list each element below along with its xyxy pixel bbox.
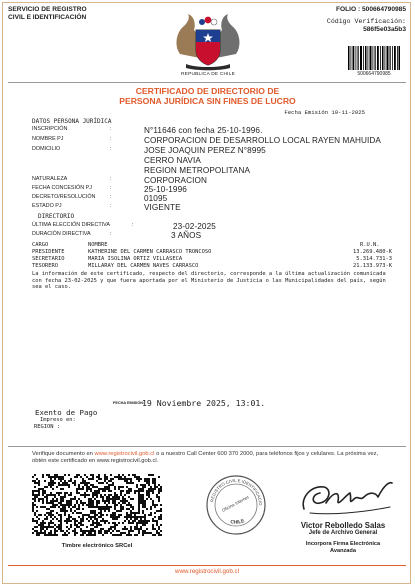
timbre-electronico-code bbox=[32, 474, 162, 536]
fecha-emision-value: 19 Noviembre 2025, 13:01. bbox=[142, 398, 266, 408]
table-cell-cargo: TESORERO bbox=[32, 263, 58, 269]
verif-text-1: Verifique documento en bbox=[32, 451, 95, 457]
field-label: ÚLTIMA ELECCIÓN DIRECTIVA bbox=[32, 222, 110, 228]
field-label: NOMBRE PJ bbox=[32, 136, 64, 142]
table-row bbox=[32, 249, 392, 256]
field-colon: : bbox=[132, 222, 134, 228]
verification-text bbox=[32, 451, 387, 465]
signer-note-line-2: Avanzada bbox=[330, 547, 356, 554]
field-value: 01095 bbox=[144, 194, 168, 203]
field-colon: : bbox=[110, 136, 112, 142]
table-cell-run: 21.133.973-K bbox=[353, 263, 392, 269]
certificate-title-line-2: PERSONA JURÍDICA SIN FINES DE LUCRO bbox=[119, 96, 296, 106]
fecha-emision-header: Fecha Emisión 19-11-2025 bbox=[284, 109, 365, 116]
field-value: 23-02-2025 bbox=[173, 222, 216, 231]
footer-link[interactable]: www.registrocivil.gob.cl bbox=[8, 565, 406, 579]
field-value: 25-10-1996 bbox=[144, 185, 187, 194]
field-colon: : bbox=[110, 203, 112, 209]
table-cell-nombre: KATHERINE DEL CARMEN CARRASCO TRONCOSO bbox=[88, 249, 212, 255]
directorio-table bbox=[32, 242, 392, 270]
table-row bbox=[32, 263, 392, 270]
field-colon: : bbox=[110, 194, 112, 200]
field-label: DURACIÓN DIRECTIVA bbox=[32, 231, 91, 237]
verif-link[interactable]: www.registrocivil.gob.cl bbox=[94, 451, 155, 457]
table-header-row bbox=[32, 242, 392, 249]
info-paragraph: La información de este certificado, respecto del directorio, corresponde a la última actualización comunicada con fecha 23-02-2025 y que fuera aportada por el Ministerio de Justicia o las Municipalidades del país, según sea el caso. bbox=[32, 271, 386, 291]
field-value: VIGENTE bbox=[144, 203, 181, 212]
field-value: JOSE JOAQUIN PEREZ N°8995 bbox=[144, 146, 266, 155]
field-value: CERRO NAVIA bbox=[144, 156, 201, 165]
barcode-number: 500664790985 bbox=[357, 71, 391, 77]
folio-number: FOLIO : 500664790985 bbox=[335, 6, 406, 13]
field-value: REGION METROPOLITANA bbox=[144, 166, 251, 175]
impreso-en: Impreso en: bbox=[40, 417, 76, 423]
table-header-nombre: NOMBRE bbox=[88, 242, 108, 248]
field-value: 3 AÑOS bbox=[171, 231, 202, 240]
verif-text-2: o a nuestro Call Center 600 370 2000, para teléfonos fijos y celulares. La próxima vez, obtén este certificado en www.registrocivil.gob.cl. bbox=[32, 451, 379, 465]
field-colon: : bbox=[110, 185, 112, 191]
table-header-cargo: CARGO bbox=[32, 242, 49, 248]
seal-text-mid: Oficina Internet bbox=[220, 494, 250, 513]
field-label: NATURALEZA bbox=[32, 176, 68, 182]
chile-coat-of-arms-icon bbox=[166, 8, 250, 72]
table-cell-run: 13.269.480-K bbox=[353, 249, 392, 255]
field-value: CORPORACION DE DESARROLLO LOCAL RAYEN MAHUIDA bbox=[144, 136, 381, 145]
section-datos-persona: DATOS PERSONA JURÍDICA bbox=[32, 118, 112, 125]
verification-label: Código Verificación: bbox=[326, 18, 406, 25]
footer-divider bbox=[8, 446, 406, 447]
certificate-title-line-1: CERTIFICADO DE DIRECTORIO DE bbox=[135, 86, 280, 96]
field-label: DOMICILIO bbox=[32, 146, 61, 152]
signer-note-line-1: Incorpora Firma Electrónica bbox=[305, 541, 381, 547]
issuer-line-1: SERVICIO DE REGISTRO bbox=[8, 6, 87, 13]
impreso-block bbox=[34, 417, 76, 431]
issuer-line-2: CIVIL E IDENTIFICACIÓN bbox=[8, 14, 87, 21]
field-label: DECRETO/RESOLUCIÓN bbox=[32, 194, 96, 200]
signature-image bbox=[290, 473, 400, 523]
signer-name: Victor Rebolledo Salas bbox=[300, 521, 386, 530]
field-colon: : bbox=[110, 126, 112, 132]
table-cell-cargo: SECRETARIO bbox=[32, 256, 65, 262]
republica-label: REPUBLICA DE CHILE bbox=[181, 72, 235, 77]
field-value: N°11646 con fecha 25-10-1996. bbox=[144, 126, 263, 135]
table-row bbox=[32, 256, 392, 263]
verification-code: 586f5e03a5b3 bbox=[363, 26, 406, 33]
signer-title: Jefe de Archivo General bbox=[308, 530, 378, 536]
field-label: FECHA CONCESIÓN PJ bbox=[32, 185, 92, 191]
table-cell-cargo: PRESIDENTE bbox=[32, 249, 65, 255]
exento-pago: Exento de Pago bbox=[35, 408, 98, 417]
header-divider bbox=[8, 82, 406, 83]
table-cell-nombre: MILLARAY DEL CARMEN NAVES CARRASCO bbox=[88, 263, 199, 269]
fecha-emision-label: FECHA EMISIÓN: bbox=[113, 401, 145, 405]
field-colon: : bbox=[110, 231, 112, 237]
field-value: CORPORACION bbox=[144, 176, 207, 185]
verification-code-block bbox=[327, 18, 406, 34]
table-header-run: R.U.N. bbox=[360, 242, 380, 248]
field-colon: : bbox=[110, 176, 112, 182]
field-colon: : bbox=[110, 146, 112, 152]
region-label: REGION : bbox=[34, 423, 60, 430]
field-label: ESTADO PJ bbox=[32, 203, 62, 209]
table-cell-nombre: MARIA ISOLINA ORTIZ VILLASECA bbox=[88, 256, 183, 262]
seal-text-bottom: CHILE bbox=[229, 518, 246, 526]
field-label: INSCRIPCIÓN bbox=[32, 126, 68, 132]
section-directorio: DIRECTORIO bbox=[38, 213, 75, 220]
timbre-label: Timbre electrónico SRCeI bbox=[61, 543, 133, 549]
seal-text-top: REGISTRO CIVIL E IDENTIFICACIO bbox=[209, 477, 264, 506]
table-cell-run: 5.314.731-3 bbox=[356, 256, 392, 262]
issuer-name bbox=[8, 6, 87, 22]
signer-note bbox=[268, 541, 415, 555]
folio-barcode bbox=[348, 46, 400, 70]
registro-civil-seal-icon bbox=[205, 474, 267, 536]
